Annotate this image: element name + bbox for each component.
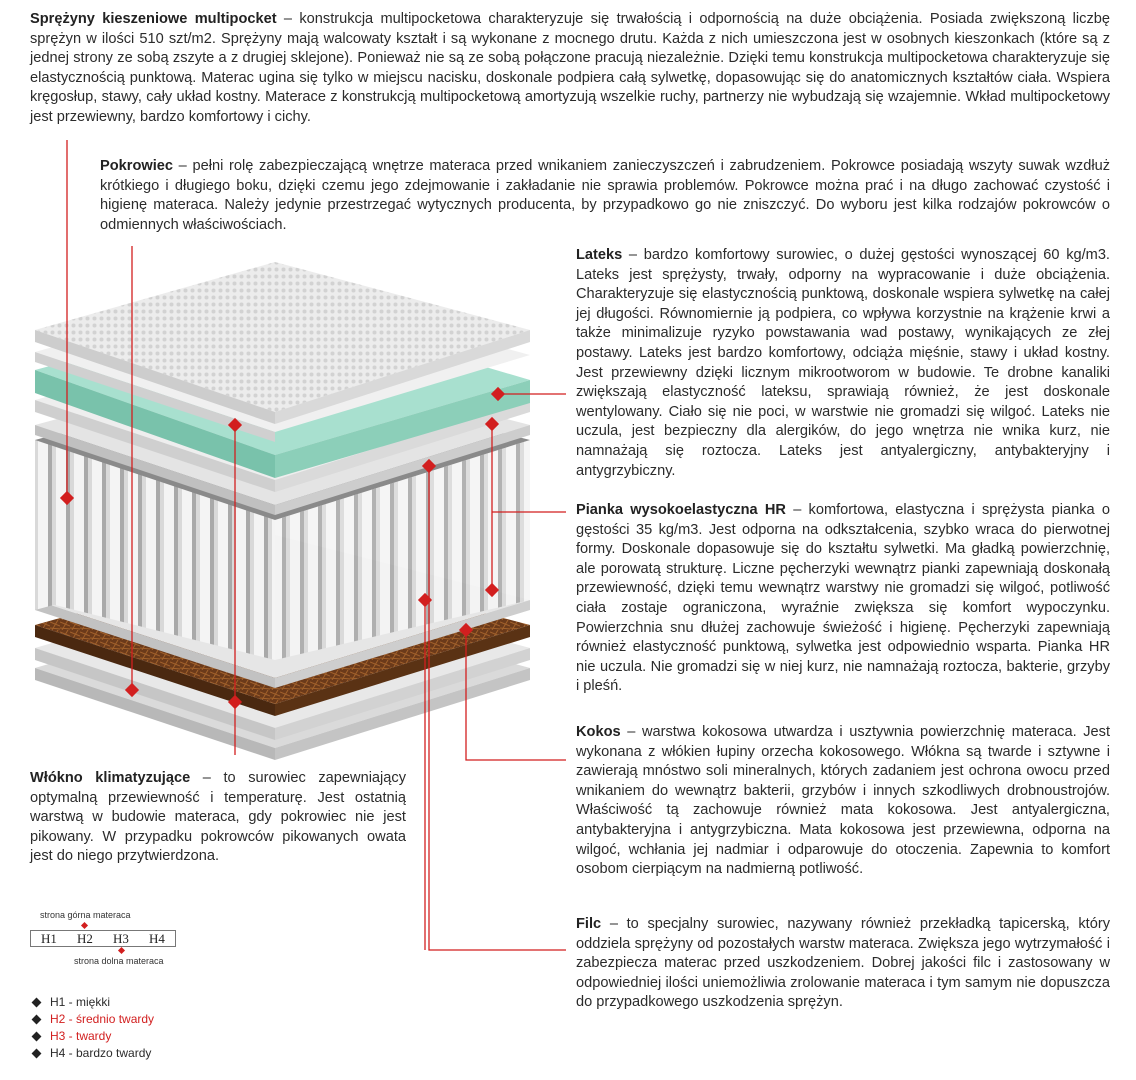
diamond-bullet-icon: [32, 1015, 42, 1025]
top-side-marker: [81, 922, 88, 929]
legend-label: H4 - bardzo twardy: [50, 1046, 152, 1060]
fibre-description: [30, 769, 406, 867]
fibre-body: – to surowiec zapewniający optymalną przewiewność i temperaturę. Jest ostatnią warstwą w budowie materaca, gdy pokrowiec nie jest pikowany. W przypadku pokrowców pikowanych owata jest do niego przytwierdzona.: [30, 770, 407, 865]
scale-cell-h4: H4: [149, 931, 165, 946]
latex-body: – bardzo komfortowy surowiec, o dużej gęstości wynoszącej 60 kg/m3. Lateks jest sprężysty, trwały, odporny na wypracowanie i duże obciążenia. Charakteryzuje się elastycznością punktową, doskonale wspiera sylwetkę na całej jej długości. Równomiernie ją podpiera, co wpływa korzystnie na krążenie krwi a także minimalizuje ryzyko powstawania wad postawy, wynikających ze złej postawy. Lateks jest bardzo komfortowy, odciąża mięśnie, stawy i układ kostny. Jest przewiewny dzięki licznym mikrootworom w budowie. Te drobne kanaliki zwiększają elastyczność lateksu, sprawiają również, że jest doskonale wentylowany. Ciało się nie poci, w warstwie nie gromadzi się wilgoć. Lateks nie uczula, jest bezpieczny dla alergików, do jego wnętrza nie wnika kurz, nie namnażają się roztocza. Lateks jest antyalergiczny, antybakteryjny i antygrzybiczny.: [576, 247, 1110, 479]
bottom-side-marker: [118, 947, 125, 954]
spring-body: – konstrukcja multipocketowa charakteryzuje się trwałością i odpornością na duże obciążenia. Posiada zwiększoną liczbę sprężyn w ilości 510 szt/m2. Sprężyny mają walcowaty kształt i są wykonane z mocnego drutu. Każda z nich umieszczona jest w osobnych kieszonkach (które są z jednej strony ze sobą zszyte a z drugiej sklejone). Ponieważ nie są ze sobą połączone pracują niezależnie. Dzięki temu konstrukcja multipocketowa charakteryzuje się elastycznością punktową. Materac ugina się tylko w miejscu nacisku, doskonale podpiera całą sylwetkę, dopasowując się do anatomicznych kształtów ciała. Wspiera kręgosłup, stawy, cały układ kostny. Materace z konstrukcją multipocketową amortyzują wszelkie ruchy, partnerzy nie wybudzają się wzajemnie. Wkład multipocketowy jest przewiewny, bardzo komfortowy i cichy.: [30, 11, 1110, 125]
spring-title: Sprężyny kieszeniowe multipocket: [30, 11, 277, 27]
scale-cell-h2: H2: [77, 931, 93, 946]
legend-item-h2: [30, 1011, 154, 1028]
hr-foam-body: – komfortowa, elastyczna i sprężysta pianka o gęstości 35 kg/m3. Jest odporna na odkształcenia, szybko wraca do pierwotnej formy. Doskonale dopasowuje się do kształtu sylwetki. Ma gładką powierzchnię, ale porowatą strukturę. Liczne pęcherzyki wewnątrz pianki zapewniają doskonałą przewiewność, dzięki temu wewnątrz warstwy nie gromadzi się wilgoć, potliwość ciała zostaje ograniczona, wyraźnie zwiększa się komfort wypoczynku. Powierzchnia snu dłużej zachowuje świeżość i higienę. Pęcherzyki zapewniają również elastyczność punktową, sylwetka jest odpowiednio wsparta. Pianka HR nie uczula. Nie gromadzi się w niej kurz, nie namnażają roztocza, bakterie, grzyby i pleśń.: [576, 502, 1111, 695]
hardness-legend: [30, 994, 154, 1062]
diamond-bullet-icon: [32, 998, 42, 1008]
hr-foam-description: [576, 501, 1110, 697]
felt-title: Filc: [576, 916, 602, 932]
coconut-description: [576, 723, 1110, 880]
coconut-body: – warstwa kokosowa utwardza i usztywnia powierzchnię materaca. Jest wykonana z włókien łupiny orzecha kokosowego. Włókna są twarde i sztywne i zawierają mnóstwo soli mineralnych, których zadaniem jest ochrona owocu przed wnikaniem do wewnątrz bakterii, grzybów i innych szkodliwych drobnoustrojów. Właściwość tą zachowuje również mata kokosowa. Jest antyalergiczna, antybakteryjna i antygrzybiczna. Mata kokosowa jest przewiewna, odporna na wilgoć, wchłania jej nadmiar i odparowuje do otoczenia. Zapewnia to komfort osobom cierpiącym na nadmierną potliwość.: [576, 724, 1110, 878]
spring-description: [30, 10, 1110, 128]
legend-label: H3 - twardy: [50, 1029, 112, 1043]
legend-item-h1: [30, 994, 154, 1011]
latex-description: [576, 246, 1110, 481]
felt-description: [576, 915, 1110, 1013]
scale-cell-h3: H3: [113, 931, 129, 946]
cover-description: [100, 157, 1110, 235]
diamond-bullet-icon: [32, 1032, 42, 1042]
scale-row: [30, 930, 176, 947]
legend-item-h4: [30, 1045, 154, 1062]
felt-body: – to specjalny surowiec, nazywany również przekładką tapicerską, który oddziela sprężyny od pozostałych warstw materaca. Zwiększa jego wytrzymałość i zabezpiecza materac przed uszkodzeniem. Dobrej jakości filc i zastosowany w odpowiedniej ilości uniemożliwia zrolowanie materaca i tym samym nie dopuszcza do przypadkowego uszkodzenia sprężyn.: [576, 916, 1110, 1011]
diamond-bullet-icon: [32, 1049, 42, 1059]
hardness-scale: [30, 910, 200, 970]
legend-label: H1 - miękki: [50, 995, 111, 1009]
cover-body: – pełni rolę zabezpieczającą wnętrze materaca przed wnikaniem zanieczyszczeń i zabrudzeniem. Pokrowce posiadają wszyty suwak wzdłuż krótkiego i długiego boku, dzięki czemu jego zdejmowanie i zakładanie nie sprawia problemów. Pokrowce można prać i na długo zachować czystość i higienę materaca. Należy jedynie przestrzegać wytycznych producenta, by przypadkowo go nie zniszczyć. Do wyboru jest kilka rodzajów pokrowców o odmiennych właściwościach.: [100, 158, 1110, 233]
scale-top-label: strona górna materaca: [40, 910, 131, 920]
hr-foam-title: Pianka wysokoelastyczna HR: [576, 502, 786, 518]
legend-label: H2 - średnio twardy: [50, 1012, 155, 1026]
scale-bottom-label: strona dolna materaca: [74, 956, 164, 966]
fibre-title: Włókno klimatyzujące: [30, 770, 191, 786]
legend-item-h3: [30, 1028, 154, 1045]
scale-cell-h1: H1: [41, 931, 57, 946]
latex-title: Lateks: [576, 247, 623, 263]
coconut-title: Kokos: [576, 724, 621, 740]
cover-title: Pokrowiec: [100, 158, 173, 174]
